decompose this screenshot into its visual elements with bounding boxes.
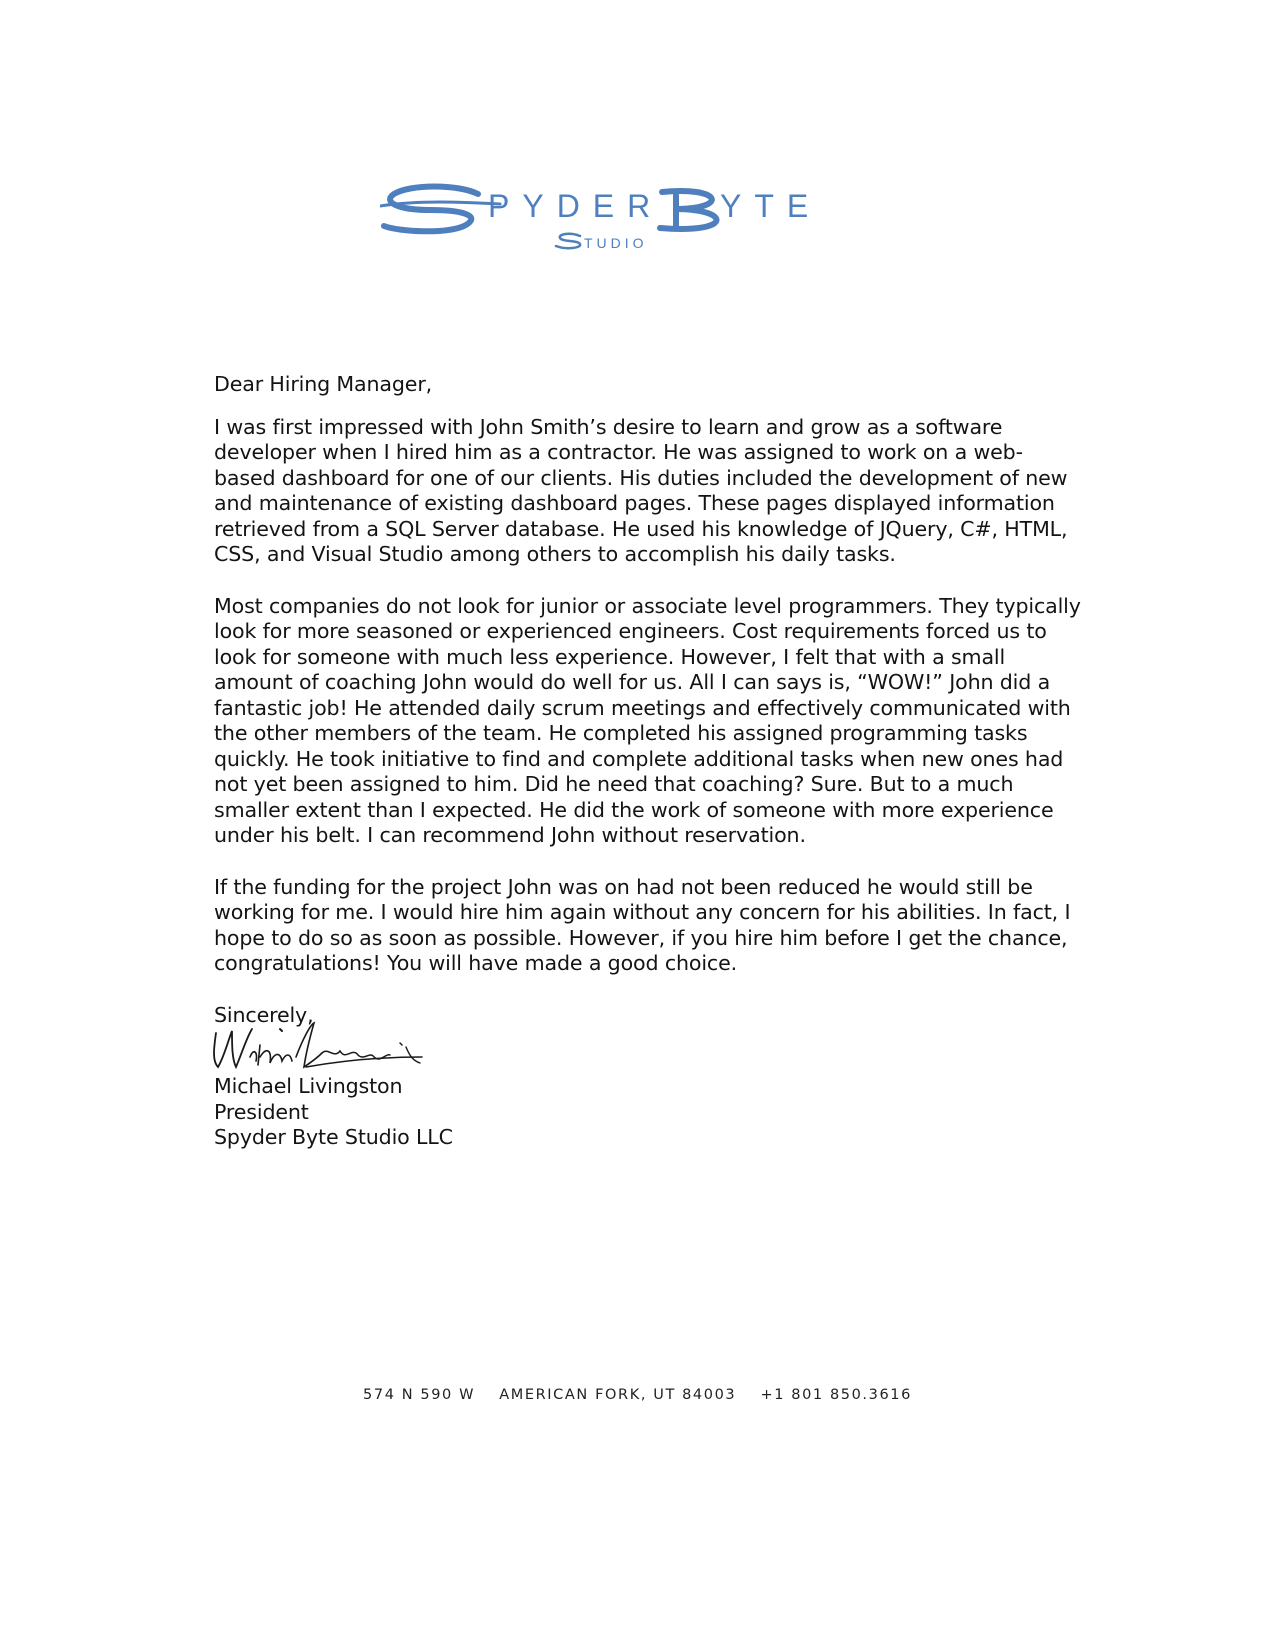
- logo-word-yte: YTE: [720, 188, 822, 224]
- signer-title: President: [214, 1099, 309, 1124]
- logo-studio-s: [556, 234, 580, 248]
- paragraph-1: I was first impressed with John Smith’s desire to learn and grow as a software developer when I hired him as a contractor. He was assigned to work on a web-based dashboard for one of our clients. His duties included the development of new and maintenance of existing dashboard pages. These pages displayed information retrieved from a SQL Server database. He used his knowledge of JQuery, C#, HTML, CSS, and Visual Studio among others to accomplish his daily tasks.: [214, 414, 1068, 566]
- footer-address: [0, 1387, 1275, 1403]
- footer-city: AMERICAN FORK, UT 84003: [499, 1387, 737, 1403]
- paragraph-3: If the funding for the project John was on had not been reduced he would still be working for me. I would hire him again without any concern for his abilities. In fact, I hope to do so as soon as possible. However, if you hire him before I get the chance, congratulations! You will have made a good choice.: [214, 874, 1071, 975]
- footer-phone: +1 801 850.3616: [760, 1387, 912, 1403]
- paragraph-2: Most companies do not look for junior or associate level programmers. They typically look for more seasoned or experienced engineers. Cost requirements forced us to look for someone with much less experience. However, I felt that with a small amount of coaching John would do well for us. All I can says is, “WOW!” John did a fantastic job! He attended daily scrum meetings and effectively communicated with the other members of the team. He completed his assigned programming tasks quickly. He took initiative to find and complete additional tasks when new ones had not yet been assigned to him. Did he need that coaching? Sure. But to a much smaller extent than I expected. He did the work of someone with more experience under his belt. I can recommend John without reservation.: [214, 593, 1081, 847]
- closing-block: [214, 1003, 1084, 1151]
- letter-body: [214, 372, 1084, 1151]
- greeting: Dear Hiring Manager,: [214, 372, 433, 396]
- signature-image: [210, 1017, 430, 1077]
- company-logo: [380, 180, 900, 260]
- logo-letter-b: [660, 191, 716, 229]
- logo-word-pyder: PYDER: [488, 188, 664, 224]
- footer-street: 574 N 590 W: [363, 1387, 476, 1403]
- signer-name: Michael Livingston: [214, 1074, 403, 1098]
- logo-word-tudio: TUDIO: [584, 235, 648, 251]
- logo-letter-s: [384, 187, 478, 232]
- closing: Sincerely,: [214, 1002, 314, 1027]
- company-name: Spyder Byte Studio LLC: [214, 1125, 453, 1149]
